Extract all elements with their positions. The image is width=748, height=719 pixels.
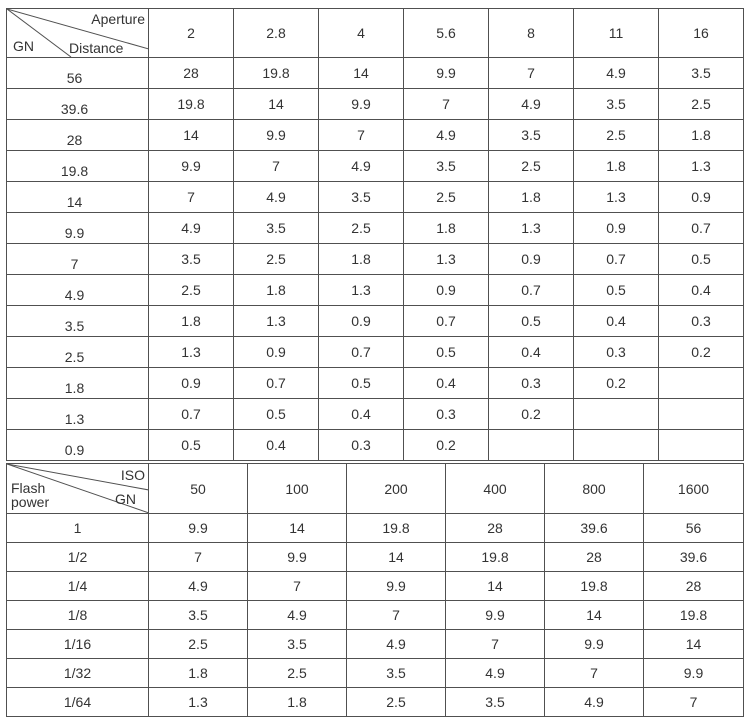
distance-cell: 4.9: [319, 151, 404, 182]
distance-cell: 1.3: [489, 213, 574, 244]
gn-value-cell: [7, 120, 149, 151]
aperture-header: 2.8: [234, 9, 319, 58]
table-row: [7, 688, 744, 717]
distance-cell: 4.9: [234, 182, 319, 213]
distance-cell: 0.9: [319, 306, 404, 337]
distance-cell: 1.8: [319, 244, 404, 275]
gn-cell: 4.9: [446, 659, 545, 688]
distance-cell: 0.2: [404, 430, 489, 461]
distance-cell: 0.4: [404, 368, 489, 399]
gn-cell: 7: [248, 572, 347, 601]
distance-cell: 7: [404, 89, 489, 120]
distance-cell: 0.3: [659, 306, 744, 337]
table-row: [7, 337, 744, 368]
distance-cell: 0.5: [234, 399, 319, 430]
table-row: [7, 399, 744, 430]
distance-cell: 1.8: [149, 306, 234, 337]
table-row: [7, 306, 744, 337]
table-row: [7, 514, 744, 543]
aperture-header: 5.6: [404, 9, 489, 58]
distance-cell: 3.5: [234, 213, 319, 244]
distance-cell: 4.9: [489, 89, 574, 120]
iso-header: 50: [149, 464, 248, 514]
iso-table-corner-cell: [7, 464, 149, 514]
gn-cell: 9.9: [347, 572, 446, 601]
gn-cell: 9.9: [545, 630, 644, 659]
aperture-header: 2: [149, 9, 234, 58]
distance-cell: 0.2: [574, 368, 659, 399]
gn-cell: 9.9: [644, 659, 744, 688]
distance-cell: 1.8: [659, 120, 744, 151]
gn-cell: 14: [644, 630, 744, 659]
distance-cell: 2.5: [404, 182, 489, 213]
flash-power-cell: 1/8: [7, 601, 149, 630]
gn-cell: 7: [644, 688, 744, 717]
distance-cell: 1.8: [489, 182, 574, 213]
distance-cell: 0.2: [489, 399, 574, 430]
distance-cell: 9.9: [319, 89, 404, 120]
distance-cell: 0.7: [234, 368, 319, 399]
gn-cell: 4.9: [149, 572, 248, 601]
distance-cell: 4.9: [149, 213, 234, 244]
distance-cell: 2.5: [489, 151, 574, 182]
distance-cell: 2.5: [659, 89, 744, 120]
distance-cell: 0.5: [659, 244, 744, 275]
distance-cell: [659, 399, 744, 430]
gn-cell: 28: [446, 514, 545, 543]
distance-cell: 0.3: [574, 337, 659, 368]
aperture-header-label: Aperture: [91, 11, 145, 27]
distance-cell: 1.3: [659, 151, 744, 182]
distance-cell: 1.3: [234, 306, 319, 337]
gn-cell: 3.5: [347, 659, 446, 688]
gn-value-cell: [7, 244, 149, 275]
table-row: [7, 213, 744, 244]
distance-cell: 1.3: [319, 275, 404, 306]
table-row: [7, 368, 744, 399]
distance-cell: 14: [234, 89, 319, 120]
distance-cell: [489, 430, 574, 461]
distance-cell: [574, 430, 659, 461]
distance-cell: [659, 430, 744, 461]
distance-cell: 14: [319, 58, 404, 89]
distance-cell: 0.7: [574, 244, 659, 275]
gn-cell: 2.5: [149, 630, 248, 659]
gn-cell: 1.3: [149, 688, 248, 717]
gn-distance-table: [6, 8, 744, 461]
table-row: [7, 601, 744, 630]
gn-value: 56: [66, 70, 83, 86]
gn-value: 39.6: [60, 101, 89, 117]
gn-value-cell: [7, 337, 149, 368]
gn-cell: 28: [644, 572, 744, 601]
gn-cell: 4.9: [347, 630, 446, 659]
gn-value-cell: [7, 89, 149, 120]
flash-power-cell: 1: [7, 514, 149, 543]
gn-value-cell: [7, 306, 149, 337]
gn-value-cell: [7, 430, 149, 461]
iso-header: 400: [446, 464, 545, 514]
table-row: [7, 572, 744, 601]
distance-cell: 3.5: [659, 58, 744, 89]
flash-header-label: Flash: [11, 480, 46, 496]
flash-power-iso-table: [6, 463, 744, 717]
distance-cell: 1.8: [404, 213, 489, 244]
iso-header-label: ISO: [120, 467, 145, 483]
distance-cell: 9.9: [149, 151, 234, 182]
distance-cell: 7: [149, 182, 234, 213]
distance-cell: 0.3: [489, 368, 574, 399]
distance-cell: 3.5: [489, 120, 574, 151]
distance-cell: 0.5: [404, 337, 489, 368]
flash-power-cell: 1/2: [7, 543, 149, 572]
gn-cell: 7: [545, 659, 644, 688]
distance-cell: 0.7: [319, 337, 404, 368]
gn-value: 1.3: [64, 411, 85, 427]
aperture-header: 11: [574, 9, 659, 58]
gn-value: 14: [66, 194, 83, 210]
distance-cell: 1.8: [234, 275, 319, 306]
gn-value-cell: [7, 275, 149, 306]
aperture-header: 4: [319, 9, 404, 58]
distance-cell: [659, 368, 744, 399]
gn-value: 19.8: [60, 163, 89, 179]
distance-cell: 0.9: [659, 182, 744, 213]
gn-value: 1.8: [64, 380, 85, 396]
distance-cell: 19.8: [234, 58, 319, 89]
distance-cell: 0.4: [659, 275, 744, 306]
gn-value-cell: [7, 399, 149, 430]
gn-header-label: GN: [13, 38, 34, 54]
gn-cell: 7: [446, 630, 545, 659]
distance-cell: 0.9: [489, 244, 574, 275]
distance-cell: 28: [149, 58, 234, 89]
distance-cell: 9.9: [404, 58, 489, 89]
gn-cell: 4.9: [545, 688, 644, 717]
table-row: [7, 430, 744, 461]
gn-table-corner-cell: [7, 9, 149, 58]
gn-cell: 7: [347, 601, 446, 630]
gn-cell: 1.8: [248, 688, 347, 717]
table-row: [7, 182, 744, 213]
gn-header-label: GN: [115, 491, 136, 507]
distance-cell: 0.4: [574, 306, 659, 337]
gn-cell: 14: [248, 514, 347, 543]
table-row: [7, 630, 744, 659]
aperture-header: 16: [659, 9, 744, 58]
distance-cell: 3.5: [149, 244, 234, 275]
table-row: [7, 275, 744, 306]
distance-cell: 3.5: [404, 151, 489, 182]
gn-cell: 9.9: [446, 601, 545, 630]
distance-cell: 0.7: [149, 399, 234, 430]
gn-cell: 14: [347, 543, 446, 572]
table-row: [7, 543, 744, 572]
distance-cell: 0.3: [404, 399, 489, 430]
gn-cell: 14: [446, 572, 545, 601]
gn-value-cell: [7, 368, 149, 399]
gn-value: 7: [70, 256, 79, 272]
distance-cell: 0.9: [574, 213, 659, 244]
distance-cell: 4.9: [404, 120, 489, 151]
distance-cell: 0.5: [574, 275, 659, 306]
gn-cell: 28: [545, 543, 644, 572]
gn-cell: 2.5: [248, 659, 347, 688]
gn-value: 4.9: [64, 287, 85, 303]
distance-cell: 0.4: [234, 430, 319, 461]
distance-cell: 1.3: [404, 244, 489, 275]
distance-cell: 0.5: [489, 306, 574, 337]
gn-value-cell: [7, 151, 149, 182]
distance-cell: 9.9: [234, 120, 319, 151]
gn-cell: 1.8: [149, 659, 248, 688]
distance-cell: 7: [234, 151, 319, 182]
distance-cell: 0.7: [404, 306, 489, 337]
distance-cell: 1.3: [574, 182, 659, 213]
flash-power-cell: 1/32: [7, 659, 149, 688]
gn-cell: 19.8: [347, 514, 446, 543]
table-row: [7, 659, 744, 688]
table-row: [7, 120, 744, 151]
iso-header: 200: [347, 464, 446, 514]
distance-cell: 0.2: [659, 337, 744, 368]
iso-header: 800: [545, 464, 644, 514]
gn-value: 9.9: [64, 225, 85, 241]
gn-cell: 56: [644, 514, 744, 543]
gn-cell: 39.6: [545, 514, 644, 543]
distance-cell: 0.9: [149, 368, 234, 399]
gn-value-cell: [7, 58, 149, 89]
iso-table-header-row: [7, 464, 744, 514]
gn-value: 2.5: [64, 349, 85, 365]
gn-cell: 3.5: [446, 688, 545, 717]
gn-cell: 2.5: [347, 688, 446, 717]
gn-cell: 9.9: [248, 543, 347, 572]
flash-power-cell: 1/16: [7, 630, 149, 659]
iso-header: 1600: [644, 464, 744, 514]
distance-cell: 3.5: [574, 89, 659, 120]
gn-value-cell: [7, 182, 149, 213]
power-header-label: power: [11, 494, 50, 510]
distance-cell: 2.5: [234, 244, 319, 275]
gn-cell: 39.6: [644, 543, 744, 572]
distance-cell: 3.5: [319, 182, 404, 213]
table-row: [7, 89, 744, 120]
flash-power-cell: 1/64: [7, 688, 149, 717]
gn-value: 28: [66, 132, 83, 148]
gn-cell: 4.9: [248, 601, 347, 630]
distance-cell: 19.8: [149, 89, 234, 120]
aperture-header: 8: [489, 9, 574, 58]
gn-cell: 9.9: [149, 514, 248, 543]
gn-table-header-row: [7, 9, 744, 58]
distance-cell: 2.5: [319, 213, 404, 244]
distance-cell: 7: [319, 120, 404, 151]
distance-cell: 1.3: [149, 337, 234, 368]
distance-cell: 0.9: [404, 275, 489, 306]
gn-cell: 19.8: [644, 601, 744, 630]
flash-power-cell: 1/4: [7, 572, 149, 601]
distance-cell: 0.9: [234, 337, 319, 368]
distance-cell: 2.5: [574, 120, 659, 151]
distance-cell: 0.4: [319, 399, 404, 430]
distance-cell: 7: [489, 58, 574, 89]
distance-cell: 2.5: [149, 275, 234, 306]
distance-cell: 0.5: [149, 430, 234, 461]
gn-value: 3.5: [64, 318, 85, 334]
gn-cell: 3.5: [149, 601, 248, 630]
distance-cell: 0.7: [659, 213, 744, 244]
gn-value-cell: [7, 213, 149, 244]
gn-cell: 19.8: [545, 572, 644, 601]
distance-cell: 1.8: [574, 151, 659, 182]
distance-cell: [574, 399, 659, 430]
table-row: [7, 58, 744, 89]
distance-header-label: Distance: [69, 40, 124, 56]
distance-cell: 0.7: [489, 275, 574, 306]
table-row: [7, 151, 744, 182]
gn-cell: 14: [545, 601, 644, 630]
gn-cell: 19.8: [446, 543, 545, 572]
iso-header: 100: [248, 464, 347, 514]
gn-cell: 7: [149, 543, 248, 572]
gn-value: 0.9: [64, 442, 85, 458]
distance-cell: 0.4: [489, 337, 574, 368]
distance-cell: 0.5: [319, 368, 404, 399]
distance-cell: 14: [149, 120, 234, 151]
table-row: [7, 244, 744, 275]
distance-cell: 4.9: [574, 58, 659, 89]
gn-cell: 3.5: [248, 630, 347, 659]
distance-cell: 0.3: [319, 430, 404, 461]
